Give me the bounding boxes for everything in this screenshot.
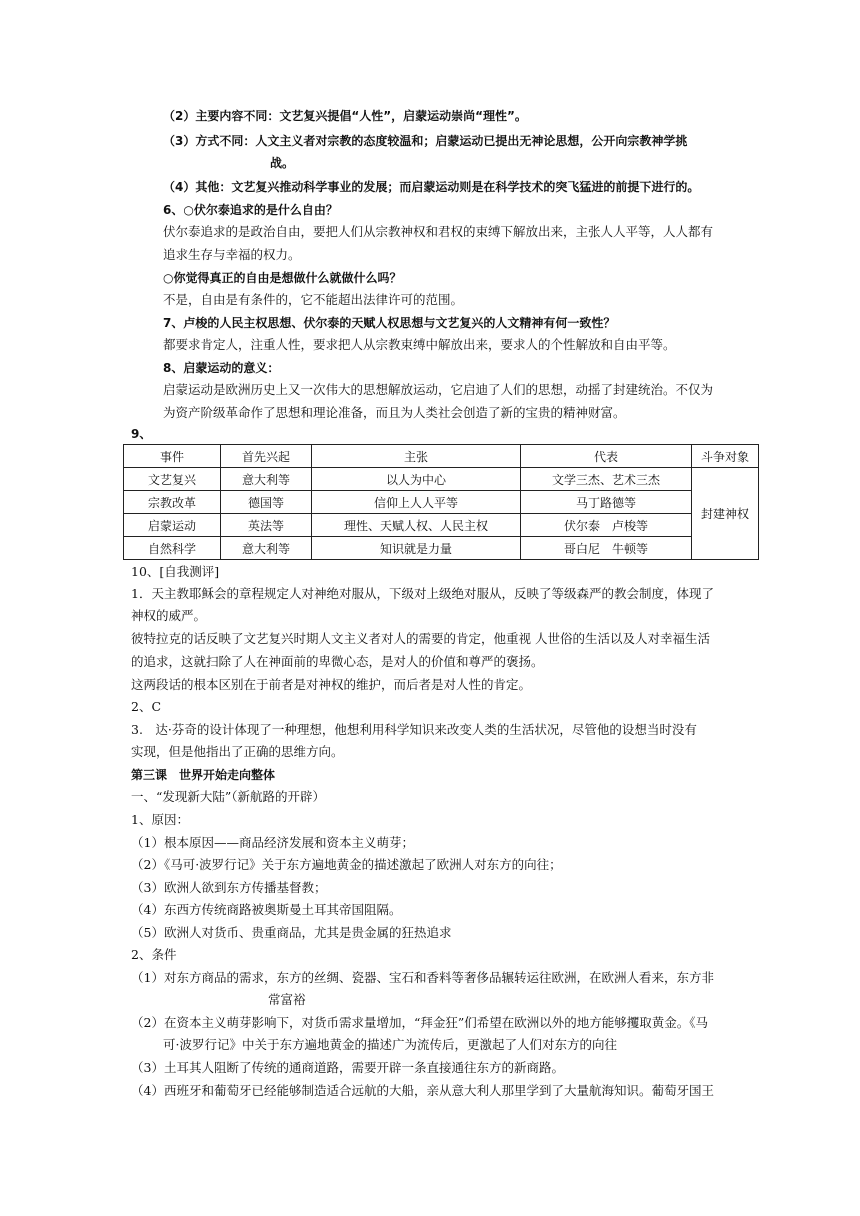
question-6-sub-answer: 不是，自由是有条件的，它不能超出法律许可的范围。 <box>163 292 464 307</box>
table-cell: 英法等 <box>221 514 312 537</box>
question-8-title: 8、启蒙运动的意义： <box>163 361 280 375</box>
table-header-row <box>124 445 759 468</box>
table-header-cell: 事件 <box>124 445 221 468</box>
cause-item: （2）《马可·波罗行记》关于东方遍地黄金的描述激起了欧洲人对东方的向往； <box>131 857 562 872</box>
question-6-sub-question: ○你觉得真正的自由是想做什么就做什么吗？ <box>163 271 402 285</box>
table-cell: 知识就是力量 <box>312 537 521 560</box>
table-cell: 哥白尼 牛顿等 <box>521 537 692 560</box>
cause-item: （4）东西方传统商路被奥斯曼土耳其帝国阻隔。 <box>131 902 402 917</box>
self-test-p2-line1: 彼特拉克的话反映了文艺复兴时期人文主义者对人的需要的肯定，他重视 人世俗的生活以及人对幸福生活 <box>131 631 710 646</box>
condition-item: （1）对东方商品的需求，东方的丝绸、瓷器、宝石和香料等奢侈品辗转运往欧洲，在欧洲人看来，东方非 <box>131 970 714 985</box>
self-test-p2-line2: 的追求，这就扫除了人在神面前的卑微心态，是对人的价值和尊严的褒扬。 <box>131 654 544 669</box>
table-cell: 文艺复兴 <box>124 468 221 491</box>
table-header-cell: 斗争对象 <box>692 445 759 468</box>
table-cell: 信仰上人人平等 <box>312 491 521 514</box>
condition-item: （3）土耳其人阻断了传统的通商道路，需要开辟一条直接通往东方的新商路。 <box>131 1060 564 1075</box>
difference-method: （3）方式不同：人文主义者对宗教的态度较温和；启蒙运动已提出无神论思想，公开向宗教神学挑 <box>163 134 688 148</box>
table-cell: 意大利等 <box>221 537 312 560</box>
table-cell: 理性、天赋人权、人民主权 <box>312 514 521 537</box>
question-7-answer: 都要求肯定人，注重人性，要求把人从宗教束缚中解放出来，要求人的个性解放和自由平等。 <box>163 337 676 352</box>
table-cell: 文学三杰、艺术三杰 <box>521 468 692 491</box>
table-cell: 启蒙运动 <box>124 514 221 537</box>
table-cell: 马丁路德等 <box>521 491 692 514</box>
cause-item: （5）欧洲人对货币、贵重商品，尤其是贵金属的狂热追求 <box>131 925 452 940</box>
condition-item-cont: 可·波罗行记》中关于东方遍地黄金的描述广为流传后，更激起了人们对东方的向往 <box>163 1037 617 1052</box>
cause-item: （1）根本原因——商品经济发展和资本主义萌芽； <box>131 835 414 850</box>
table-cell: 德国等 <box>221 491 312 514</box>
difference-content: （2）主要内容不同：文艺复兴提倡“人性”，启蒙运动崇尚“理性”。 <box>163 109 527 123</box>
table-cell: 宗教改革 <box>124 491 221 514</box>
table-cell: 意大利等 <box>221 468 312 491</box>
condition-item-cont: 常富裕 <box>268 992 306 1007</box>
self-test-answer-2: 2、C <box>131 699 162 714</box>
self-test-p3: 这两段话的根本区别在于前者是对神权的维护，而后者是对人性的肯定。 <box>131 677 532 692</box>
table-row <box>124 514 759 537</box>
self-test-answer-3-line2: 实现，但是他指出了正确的思维方向。 <box>131 744 344 759</box>
question-8-answer-line2: 为资产阶级革命作了思想和理论准备，而且为人类社会创造了新的宝贵的精神财富。 <box>163 405 626 420</box>
condition-item: （2）在资本主义萌芽影响下，对货币需求量增加，“拜金狂”们希望在欧洲以外的地方能够攫取黄金。《马 <box>131 1015 708 1030</box>
table-row <box>124 468 759 491</box>
table-cell: 自然科学 <box>124 537 221 560</box>
self-test-answer-3-line1: 3. 达·芬奇的设计体现了一种理想，他想利用科学知识来改变人类的生活状况，尽管他的设想当时没有 <box>131 722 697 737</box>
question-7-title: 7、卢梭的人民主权思想、伏尔泰的天赋人权思想与文艺复兴的人文精神有何一致性？ <box>163 316 616 330</box>
struggle-target-cell: 封建神权 <box>692 468 759 560</box>
table-row <box>124 537 759 560</box>
question-6-title: 6、○伏尔泰追求的是什么自由？ <box>163 203 338 217</box>
question-8-answer-line1: 启蒙运动是欧洲历史上又一次伟大的思想解放运动，它启迪了人们的思想，动摇了封建统治。不仅为 <box>163 382 714 397</box>
table-header-cell: 首先兴起 <box>221 445 312 468</box>
table-cell: 伏尔泰 卢梭等 <box>521 514 692 537</box>
conditions-heading: 2、条件 <box>131 947 177 962</box>
self-test-heading: 10、[自我测评] <box>131 564 220 579</box>
condition-item: （4）西班牙和葡萄牙已经能够制造适合远航的大船，亲从意大利人那里学到了大量航海知识。葡萄牙国王 <box>131 1083 714 1098</box>
table-cell: 以人为中心 <box>312 468 521 491</box>
self-test-p1-line1: 1．天主教耶稣会的章程规定人对神绝对服从，下级对上级绝对服从，反映了等级森严的教会制度，体现了 <box>131 586 714 601</box>
difference-other: （4）其他：文艺复兴推动科学事业的发展；而启蒙运动则是在科学技术的突飞猛进的前提下进行的。 <box>163 180 700 194</box>
table-row <box>124 491 759 514</box>
self-test-p1-line2: 神权的威严。 <box>131 608 207 623</box>
difference-method-cont: 战。 <box>270 156 295 170</box>
question-6-answer-line2: 追求生存与幸福的权力。 <box>163 247 301 262</box>
question-9-label: 9、 <box>131 427 152 441</box>
question-6-answer-line1: 伏尔泰追求的是政治自由，要把人们从宗教神权和君权的束缚下解放出来，主张人人平等，人人都有 <box>163 224 714 239</box>
comparison-table <box>123 444 759 560</box>
table-header-cell: 主张 <box>312 445 521 468</box>
table-header-cell: 代表 <box>521 445 692 468</box>
lesson-3-title: 第三课 世界开始走向整体 <box>131 768 276 782</box>
cause-item: （3）欧洲人欲到东方传播基督教； <box>131 880 327 895</box>
lesson-3-section-1: 一、“发现新大陆”（新航路的开辟） <box>131 789 326 804</box>
causes-heading: 1、原因： <box>131 812 189 827</box>
